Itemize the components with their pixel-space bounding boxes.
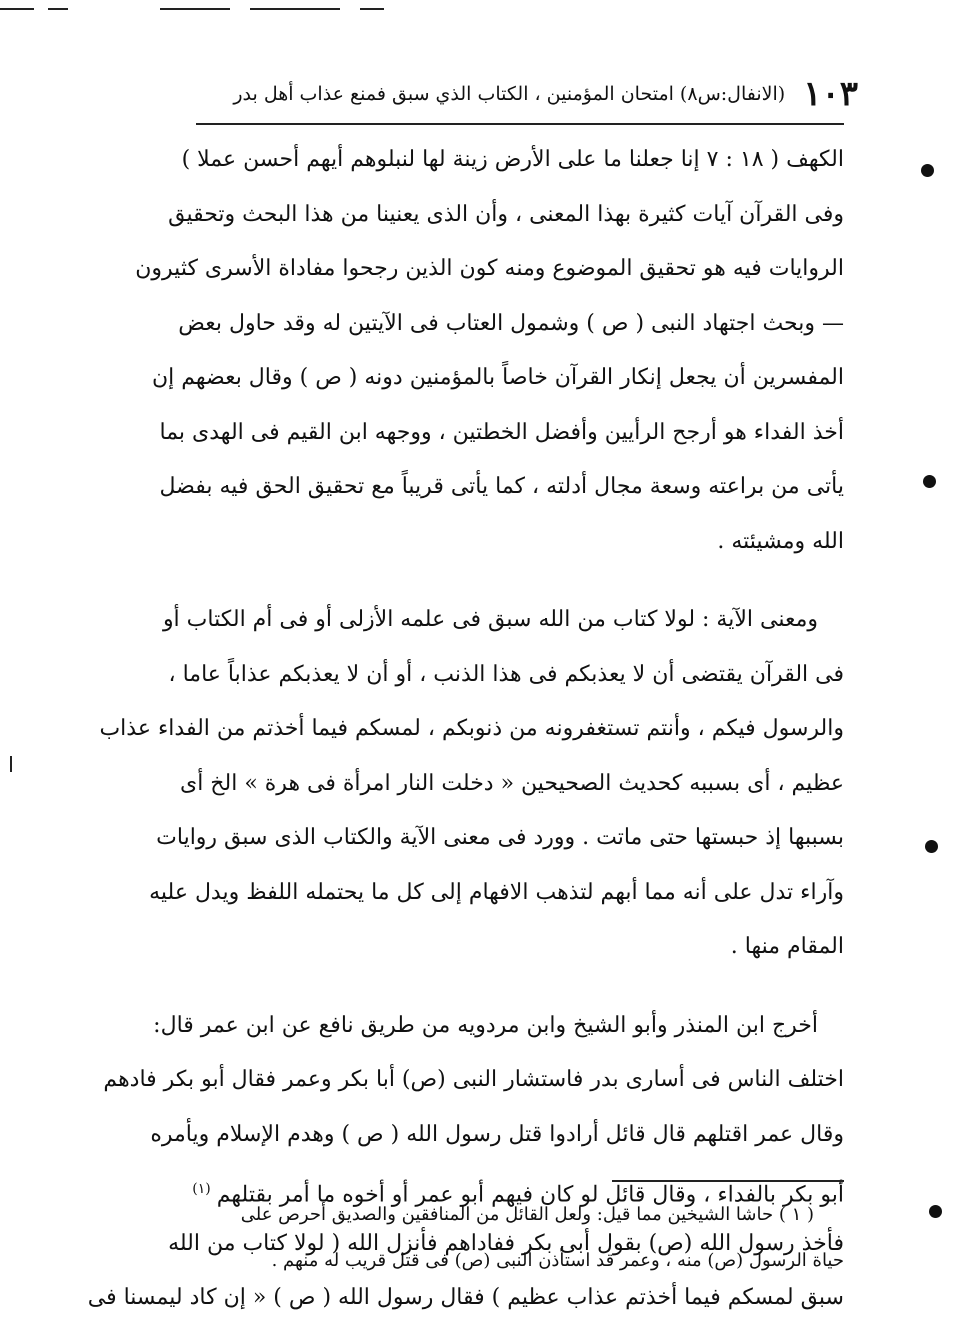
binding-hole-mark xyxy=(923,475,936,488)
text-line: المقام منها . xyxy=(730,934,844,959)
page-number: ١٠٣ xyxy=(803,74,858,114)
paragraph-gap xyxy=(196,975,844,999)
text-line: الكهف ( ١٨ : ٧ إنا جعلنا ما على الأرض زينة لها لنبلوهم أيهم أحسن عملا ) xyxy=(181,147,844,172)
text-line: وفى القرآن آيات كثيرة بهذا المعنى ، وأن الذى يعنينا من هذا البحث وتحقيق xyxy=(168,201,844,227)
text-line: ومعنى الآية : لولا كتاب من الله سبق فى علمه الأزلى أو فى أم الكتاب أو xyxy=(162,607,818,632)
footnote-line: حياة الرسول (ص) منه ، وعمر قد استأذن النبى (ص) فى قتل قريب له منهم . xyxy=(271,1250,844,1271)
text-line: فأخذ رسول الله (ص) بقول أبى بكر ففاداهم فأنزل الله ( لولا كتاب من الله xyxy=(168,1230,844,1256)
text-line: سبق لمسكم فيما أخذتم عذاب عظيم ) فقال رسول الله ( ص ) « إن كاد ليمسنا فى xyxy=(87,1285,844,1310)
text-line: أبو بكر بالفداء ، وقال قائل لو كان فيهم أبو عمر أو أخوه ما أمر بقتلهم xyxy=(216,1182,844,1208)
running-head: (الانفال:س٨) امتحان المؤمنين ، الكتاب الذي سبق فمنع عذاب أهل بدر xyxy=(233,83,786,105)
paragraph-gap xyxy=(196,569,844,593)
scan-edge-tick xyxy=(10,756,12,772)
header-rule xyxy=(196,123,844,125)
footnote-line: ( ١ ) حاشا الشيخين مما قيل: ولعل القائل من المنافقين والصديق أحرص على xyxy=(240,1204,814,1225)
text-line: والرسول فيكم ، وأنتم تستغفرونه من ذنوبكم ، لمسكم فيما أخذتم من الفداء عذاب xyxy=(99,716,844,741)
body-text xyxy=(87,133,844,1326)
text-line: وقال عمر اقتلهم قال قائل أرادوا قتل رسول الله ( ص ) وهدم الإسلام ويأمره xyxy=(150,1121,844,1147)
text-line: — وبحث اجتهاد النبى ( ص ) وشمول العتاب فى الآيتين له وقد حاول بعض xyxy=(178,310,844,336)
binding-hole-mark xyxy=(921,164,934,177)
text-line: بسببها إذ حبستها حتى ماتت . وورد فى معنى الآية والكتاب الذى سبق روايات xyxy=(156,825,844,850)
text-line: فى القرآن يقتضى أن لا يعذبكم فى هذا الذنب ، أو أن لا يعذبكم عذاباً عاما ، xyxy=(168,661,844,687)
footnote-rule xyxy=(612,1180,844,1182)
text-line: اختلف الناس فى أسارى بدر فاستشار النبى (ص) أبا بكر وعمر فقال أبو بكر فادهم xyxy=(103,1067,844,1092)
text-line: الله ومشيئته . xyxy=(717,528,844,554)
footnotes xyxy=(168,1192,844,1284)
text-line: أخذ الفداء هو أرجح الرأيين وأفضل الخطتين ، ووجهه ابن القيم فى الهدى بما xyxy=(159,419,844,445)
text-line: الروايات فيه هو تحقيق الموضوع ومنه كون الذين رجحوا مفاداة الأسرى كثيرون xyxy=(135,256,844,281)
text-line: يأتى من براعته وسعة مجال أدلته ، كما يأتى قريباً مع تحقيق الحق فيه بفضل xyxy=(159,474,844,499)
binding-hole-mark xyxy=(929,1205,942,1218)
text-line: المفسرين أن يجعل إنكار القرآن خاصاً بالمؤمنين دونه ( ص ) وقال بعضهم إن xyxy=(151,365,844,390)
binding-hole-mark xyxy=(925,840,938,853)
text-line: وآراء تدل على أنه مما أبهم لتذهب الافهام إلى كل ما يحتمله اللفظ ويدل عليه xyxy=(149,879,844,905)
footnote-reference: (١) xyxy=(192,1181,211,1197)
page-header xyxy=(168,72,858,116)
scan-edge-marks xyxy=(0,0,979,12)
text-line: عظيم ، أى بسببه كحديث الصحيحين « دخلت النار امرأة فى هرة » الخ أى xyxy=(179,770,844,796)
text-line: أخرج ابن المنذر وأبو الشيخ وابن مردويه من طريق نافع عن ابن عمر قال: xyxy=(153,1012,818,1038)
